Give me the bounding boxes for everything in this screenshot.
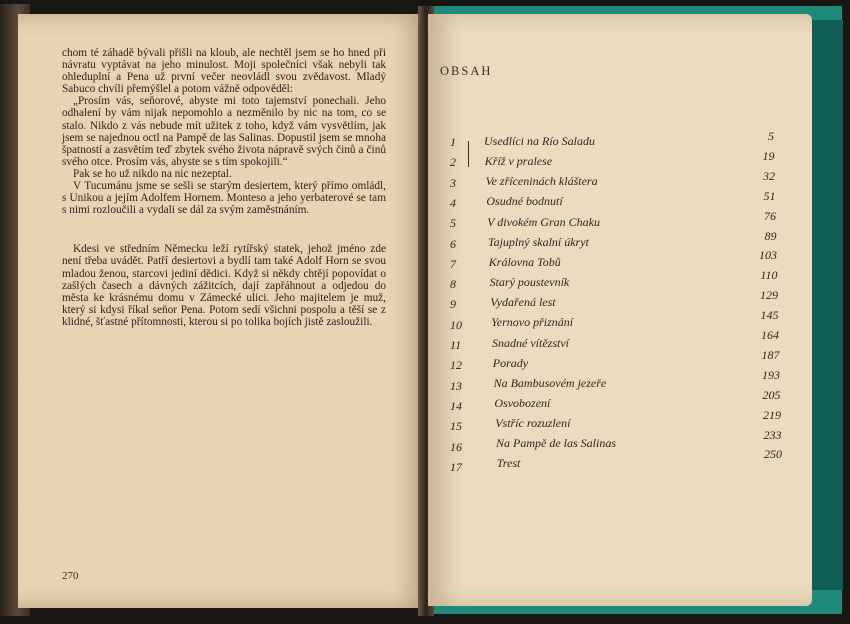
paragraph: chom té záhadě bývali přišli na kloub, ale nechtěl jsem se ho hned při návratu vyptávat na jeho minulost. Moji společníci však nebyli tak ohleduplní a Pena už první večer neovládl svou zvědavost. Mladý Sabuco chvíli přemýšlel a potom vážně odpověděl: [62, 47, 386, 96]
toc-entry-number: 9 [450, 297, 456, 312]
toc-entry-title: V divokém Gran Chaku [487, 214, 600, 229]
toc-entry-number: 17 [450, 459, 462, 474]
toc-entry-page: 51 [763, 188, 776, 203]
toc-entry [440, 347, 790, 378]
toc-entry-number: 11 [450, 338, 462, 352]
toc-entry-title: Osvobození [494, 395, 551, 410]
left-page-text [62, 47, 386, 328]
toc-entry-page: 76 [764, 208, 776, 223]
toc-entry [440, 188, 790, 216]
toc-entry-number: 14 [450, 398, 462, 413]
toc-entry-number: 13 [450, 378, 462, 393]
toc-entry-page: 233 [763, 427, 782, 442]
toc-entry-page: 193 [762, 367, 780, 382]
toc-entry-number: 1 [450, 135, 456, 149]
toc-entry-title: Na Pampě de las Salinas [496, 436, 616, 451]
paragraph: Pak se ho už nikdo na nic nezeptal. [73, 167, 232, 180]
toc-entry-title: Snadné vítězství [492, 335, 569, 350]
toc-entry-title: Trest [496, 456, 521, 471]
toc-entry-number: 5 [450, 216, 456, 231]
toc-entry-number: 8 [450, 277, 456, 292]
toc-entry-page: 205 [762, 387, 781, 402]
toc-entry-title: Osudné bodnutí [486, 194, 563, 209]
toc-entry [440, 427, 790, 460]
toc-entry-page: 145 [760, 308, 779, 323]
toc-entry-page: 219 [763, 407, 781, 422]
toc-entry-title: Usedlíci na Río Saladu [484, 134, 595, 148]
toc-entry [440, 268, 790, 297]
toc-entry [440, 129, 790, 155]
toc-entry-title: Starý poustevník [489, 275, 570, 290]
toc-entry-title: Vstříc rozuzlení [495, 416, 571, 431]
toc-entry-title: Na Bambusovém jezeře [493, 375, 607, 390]
toc-entry-number: 6 [450, 236, 456, 251]
paragraph: Kdesi ve středním Německu leží rytířský statek, jehož jméno zde není třeba uvádět. Patří desiertovi a bydlí tam také Adolf Horn se svou mladou ženou, starcovi jediní dědici. Když si někdy chtějí popovídat o zašlých časech a dávných zážitcích, dají zapřáhnout a odjedou do města ke krásnému domu v Zámecké ulici. Jeho majitelem je muž, který si kdysi říkal seňor Pena. Potom sedí všichni pospolu a těší se z klidné, šťastné přítomnosti, kterou si po tolika bojích jistě zasloužili. [62, 243, 386, 328]
toc-entry-page: 89 [764, 228, 777, 243]
toc-entry [440, 367, 790, 399]
page-number: 270 [62, 570, 79, 582]
toc-entry-page: 19 [762, 148, 775, 163]
toc-entry-title: Tajuplný skalní úkryt [488, 234, 589, 249]
toc-entry-title: Vydařená lest [490, 295, 556, 310]
paragraph: V Tucumánu jsme se sešli se starým desiertem, který přímo omládl, s Unikou a jejím Adolfem Hornem. Monteso a jeho yerbaterové se tam s nimi rozloučili a vydali se dál za svým zaměstnáním. [62, 180, 386, 217]
toc-entry-title: Yernovo přiznání [491, 315, 574, 330]
toc-entry-number: 4 [450, 195, 456, 210]
toc-entry [440, 447, 790, 480]
paragraph: „Prosím vás, seňorové, abyste mi toto tajemství ponechali. Jeho odhalení by vám nijak nepomohlo a nezměnilo by nic na tom, co se stalo. Nikdo z vás nebude mít užitek z toho, když vám vysvětlím, jak jsem se najednou octl na Pampě de las Salinas. Dopustil jsem se mnoha špatností a zasvětím teď zbytek svého života nápravě svých činů a činů svého otce. Prosím vás, abyste se s tím spokojili.“ [62, 95, 386, 168]
toc-entry-number: 10 [450, 317, 462, 332]
toc-entry-number: 3 [450, 175, 456, 190]
toc-entry-page: 250 [764, 447, 782, 462]
toc-entry [440, 248, 790, 277]
toc-entry-number: 7 [450, 256, 456, 271]
toc-entry [440, 168, 790, 196]
toc-entry [440, 228, 790, 257]
toc-entry [440, 387, 790, 419]
toc-entry-title: Královna Tobů [488, 254, 561, 269]
toc-entry-number: 15 [450, 419, 462, 434]
toc-entry-title: Ve zříceninách kláštera [485, 174, 598, 189]
toc-entry-page: 32 [763, 168, 775, 183]
book-endpaper-edge [808, 20, 843, 590]
toc-entry-page: 5 [768, 129, 774, 143]
toc-entry-title: Kříž v pralese [484, 154, 553, 169]
toc-entry-number: 2 [450, 155, 456, 170]
table-of-contents [440, 131, 790, 476]
toc-entry-page: 110 [760, 268, 778, 283]
toc-entry [440, 148, 790, 175]
toc-entry-page: 164 [761, 328, 779, 342]
toc-entry-page: 103 [759, 248, 777, 263]
toc-entry-title: Porady [492, 355, 529, 370]
toc-heading: OBSAH [440, 64, 493, 78]
toc-entry [440, 208, 790, 236]
toc-entry-number: 16 [450, 439, 462, 454]
toc-entry-page: 129 [760, 288, 778, 303]
toc-entry-number: 12 [450, 358, 462, 373]
toc-entry-page: 187 [761, 347, 780, 362]
